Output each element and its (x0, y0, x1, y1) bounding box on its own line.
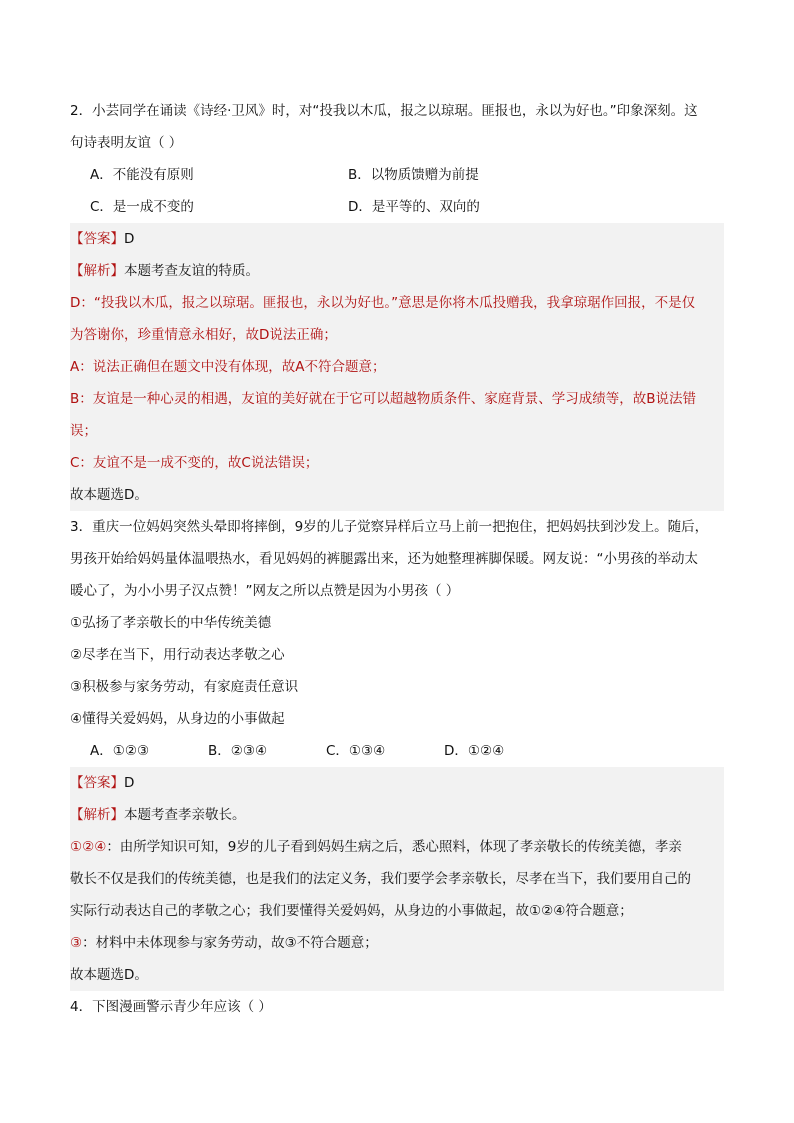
analysis-tag: 【解析】 (70, 807, 124, 823)
analysis-line: 敬长不仅是我们的传统美德，也是我们的法定义务，我们要学会孝亲敬长，尽孝在当下，我们要用自己的 (70, 871, 691, 887)
analysis-line: A：说法正确但在题文中没有体现，故A不符合题意； (70, 359, 386, 375)
question-3-item-2: ②尽孝在当下，用行动表达孝敬之心 (70, 647, 285, 663)
option-d: D．①②④ (444, 743, 505, 759)
answer-tag: 【答案】 (70, 775, 124, 791)
question-2-stem-line-1: 2．小芸同学在诵读《诗经·卫风》时，对“投我以木瓜，报之以琼琚。匪报也，永以为好也。”印象深刻。这 (70, 103, 698, 119)
question-3-stem-line-1: 3．重庆一位妈妈突然头晕即将摔倒，9岁的儿子觉察异样后立马上前一把抱住，把妈妈扶到沙发上。随后， (70, 519, 709, 535)
question-2-answer-box (70, 223, 724, 511)
question-3-stem-line-2: 男孩开始给妈妈量体温喂热水，看见妈妈的裤腿露出来，还为她整理裤脚保暖。网友说：“小男孩的举动太 (70, 551, 698, 567)
question-2 (70, 95, 724, 511)
analysis-line: D：“投我以木瓜，报之以琼琚。匪报也，永以为好也。”意思是你将木瓜投赠我，我拿琼琚作回报，不是仅 (70, 295, 696, 311)
answer-tag: 【答案】 (70, 231, 124, 247)
question-3-item-3: ③积极参与家务劳动，有家庭责任意识 (70, 679, 299, 695)
answer-value: D (124, 775, 135, 791)
analysis-intro-line (70, 255, 724, 287)
analysis-line: 实际行动表达自己的孝敬之心；我们要懂得关爱妈妈，从身边的小事做起，故①②④符合题意； (70, 903, 633, 919)
question-4 (70, 991, 724, 1023)
option-c: C．①③④ (326, 743, 386, 759)
analysis-line: B：友谊是一种心灵的相遇，友谊的美好就在于它可以超越物质条件、家庭背景、学习成绩等，故B说法错 (70, 391, 697, 407)
question-2-stem-line-2: 句诗表明友谊（ ） (70, 135, 183, 151)
analysis-line: 误； (70, 423, 97, 439)
analysis-intro: 本题考查孝亲敬长。 (124, 807, 246, 823)
circled-number-prefix: ③ (70, 935, 83, 951)
analysis-line: C：友谊不是一成不变的，故C说法错误； (70, 455, 319, 471)
analysis-tag: 【解析】 (70, 263, 124, 279)
analysis-intro-line (70, 799, 724, 831)
question-2-options-row-1 (70, 159, 724, 191)
circled-number-prefix: ①②④ (70, 839, 107, 855)
answer-line (70, 767, 724, 799)
option-a: A．①②③ (90, 743, 150, 759)
question-3-answer-box (70, 767, 724, 991)
analysis-conclusion: 故本题选D。 (70, 967, 148, 983)
answer-value: D (124, 231, 135, 247)
option-b: B．以物质馈赠为前提 (348, 167, 479, 183)
option-d: D．是平等的、双向的 (348, 199, 480, 215)
document-page (70, 95, 724, 1023)
analysis-line: 为答谢你，珍重情意永相好，故D说法正确； (70, 327, 337, 343)
question-3-item-4: ④懂得关爱妈妈，从身边的小事做起 (70, 711, 285, 727)
question-3-options-row (70, 735, 724, 767)
question-4-stem-line-1: 4．下图漫画警示青少年应该（ ） (70, 999, 272, 1015)
analysis-line: ①②④：由所学知识可知，9岁的儿子看到妈妈生病之后，悉心照料，体现了孝亲敬长的传统美德，孝亲 (70, 839, 682, 855)
question-2-options-row-2 (70, 191, 724, 223)
analysis-intro: 本题考查友谊的特质。 (124, 263, 259, 279)
answer-line (70, 223, 724, 255)
option-b: B．②③④ (208, 743, 268, 759)
question-3 (70, 511, 724, 991)
option-c: C．是一成不变的 (90, 199, 194, 215)
question-3-stem-line-3: 暖心了，为小小男子汉点赞！”网友之所以点赞是因为小男孩（ ） (70, 583, 460, 599)
question-3-item-1: ①弘扬了孝亲敬长的中华传统美德 (70, 615, 272, 631)
analysis-conclusion: 故本题选D。 (70, 487, 148, 503)
analysis-line: ③：材料中未体现参与家务劳动，故③不符合题意； (70, 935, 378, 951)
option-a: A．不能没有原则 (90, 167, 194, 183)
